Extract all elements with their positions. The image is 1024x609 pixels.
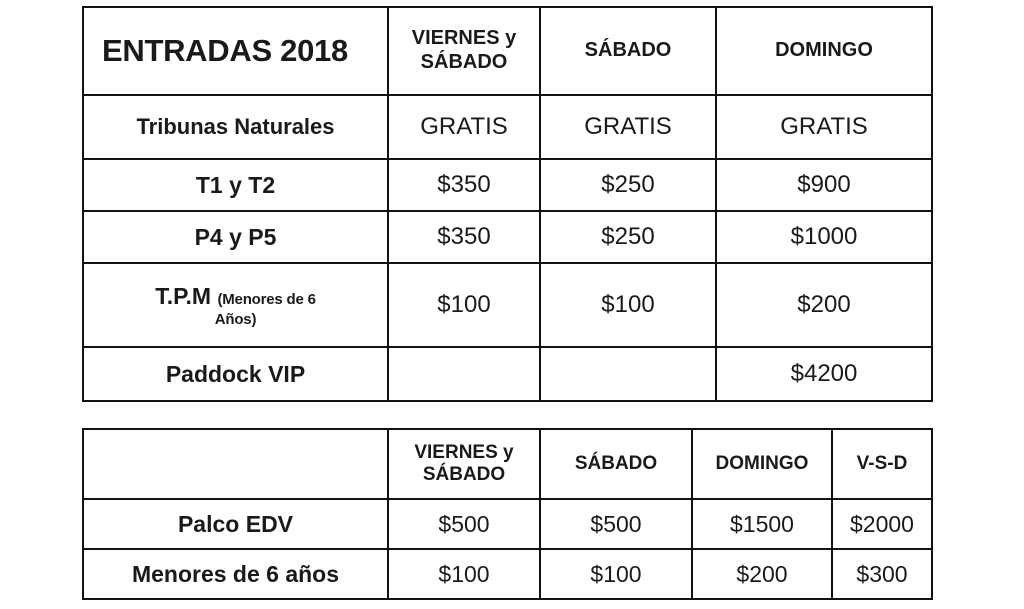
table-row	[83, 347, 932, 401]
cell-value: GRATIS	[388, 95, 540, 159]
row-label-tribunas-naturales: Tribunas Naturales	[83, 95, 388, 159]
cell-value: $250	[540, 159, 716, 211]
cell-value: $900	[716, 159, 932, 211]
box-prices-table	[82, 428, 933, 600]
cell-value-empty	[540, 347, 716, 401]
column-header-domingo: DOMINGO	[692, 429, 832, 499]
column-header-line-2: SÁBADO	[422, 464, 506, 485]
cell-value: $350	[388, 159, 540, 211]
row-label-paddock-vip: Paddock VIP	[83, 347, 388, 401]
row-label-p4-p5: P4 y P5	[83, 211, 388, 263]
table-row	[83, 7, 932, 95]
column-header-vsd: V-S-D	[832, 429, 932, 499]
column-header-sabado: SÁBADO	[540, 7, 716, 95]
column-header-line-1: VIERNES y	[411, 27, 517, 50]
row-label-tpm-text: T.P.M	[155, 283, 212, 310]
table-row	[83, 429, 932, 499]
row-label-tpm-note-line-1: (Menores de 6	[217, 291, 316, 309]
table-row	[83, 159, 932, 211]
table-row	[83, 95, 932, 159]
cell-value: $100	[540, 549, 692, 599]
cell-value: $1000	[716, 211, 932, 263]
column-header-line-1: VIERNES y	[414, 441, 514, 463]
cell-value-empty	[388, 347, 540, 401]
page-title: ENTRADAS 2018	[83, 7, 388, 95]
corner-cell	[83, 429, 388, 499]
cell-value: GRATIS	[716, 95, 932, 159]
table-row	[83, 499, 932, 549]
column-header-line-2: SÁBADO	[420, 51, 508, 73]
row-label-palco-edv: Palco EDV	[83, 499, 388, 549]
cell-value: GRATIS	[540, 95, 716, 159]
cell-value: $200	[716, 263, 932, 347]
cell-value: $100	[388, 549, 540, 599]
cell-value: $250	[540, 211, 716, 263]
ticket-prices-table	[82, 6, 933, 402]
cell-value: $500	[388, 499, 540, 549]
cell-value: $350	[388, 211, 540, 263]
row-label-tpm	[83, 263, 388, 347]
cell-value: $300	[832, 549, 932, 599]
row-label-menores-6-anos: Menores de 6 años	[83, 549, 388, 599]
row-label-t1-t2: T1 y T2	[83, 159, 388, 211]
table-row	[83, 211, 932, 263]
column-header-sabado: SÁBADO	[540, 429, 692, 499]
column-header-viernes-sabado	[388, 7, 540, 95]
cell-value: $4200	[716, 347, 932, 401]
cell-value: $2000	[832, 499, 932, 549]
cell-value: $100	[388, 263, 540, 347]
table-row	[83, 549, 932, 599]
column-header-domingo: DOMINGO	[716, 7, 932, 95]
cell-value: $500	[540, 499, 692, 549]
row-label-tpm-note-line-2: Años)	[214, 310, 257, 328]
cell-value: $100	[540, 263, 716, 347]
cell-value: $200	[692, 549, 832, 599]
cell-value: $1500	[692, 499, 832, 549]
column-header-viernes-sabado	[388, 429, 540, 499]
table-row	[83, 263, 932, 347]
